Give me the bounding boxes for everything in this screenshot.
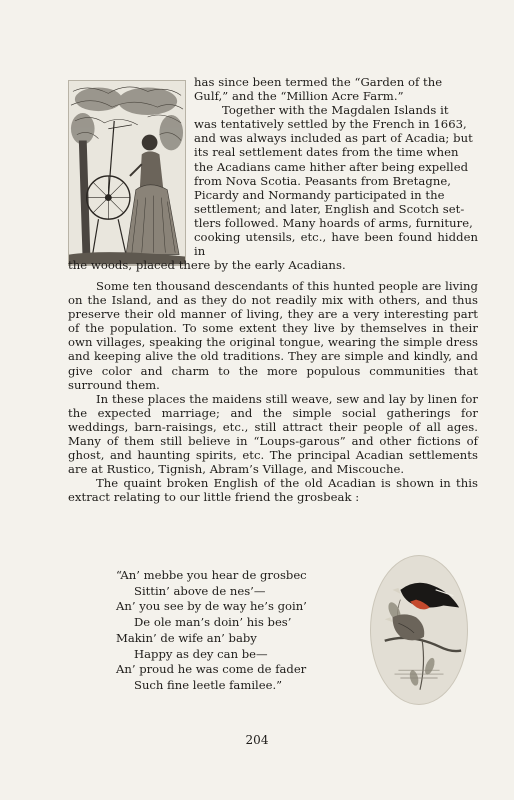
poem-line: Such fine leetle familee.”	[134, 677, 283, 692]
paragraph-broken-english: The quaint broken English of the old Acadian is shown in this extract relating to our little friend the grosbeak :	[68, 476, 478, 505]
intro-line-2: Gulf,” and the “Million Acre Farm.”	[194, 89, 404, 104]
poem-line: Sittin’ above de nes’—	[134, 583, 266, 598]
poem-line: Makin’ de wife an’ baby	[116, 630, 257, 645]
paragraph-1-line-5: the Acadians came hither after being expelled	[194, 159, 469, 174]
poem-line: An’ you see by de way he’s goin’	[116, 599, 307, 614]
paragraph-1-line-1: Together with the Magdalen Islands it	[222, 103, 449, 118]
paragraph-descendants: Some ten thousand descendants of this hunted people are living on the Island, and as they do not readily mix with others, and thus preserve their old manner of living, they are a very interesting part of the population. To some extent they live by themselves in their own villages, speaking the original tongue, wearing the simple dress and keeping alive the old traditions. They are simple and kindly, and give color and charm to the more populous communities that surround them.	[68, 279, 478, 392]
paragraph-1-line-3: and was always included as part of Acadia; but	[194, 131, 473, 146]
paragraph-1-line-8: settlement; and later, English and Scotch set-	[194, 201, 465, 216]
poem-line: Happy as dey can be—	[134, 646, 268, 661]
paragraph-1-line-9: tlers followed. Many hoards of arms, furniture,	[194, 215, 473, 230]
paragraph-maidens: In these places the maidens still weave, sew and lay by linen for the expected marriage; and the simple social gatherings for weddings, barn-raisings, etc., still attract their people of all ages. Many of them still believe in “Loups-garous” and other fictions of ghost, and haunting spirits, etc. The principal Acadian settlements are at Rustico, Tignish, Abram’s Village, and Miscouche.	[68, 391, 478, 477]
opening-paragraphs	[68, 75, 478, 272]
paragraph-1-line-6: from Nova Scotia. Peasants from Bretagne,	[194, 173, 451, 188]
paragraph-1-line-7: Picardy and Normandy participated in the	[194, 187, 445, 202]
intro-line-1: has since been termed the “Garden of the	[194, 75, 443, 89]
grosbeak-poem	[116, 568, 307, 694]
page-number: 204	[245, 733, 269, 747]
poem-line: “An’ mebbe you hear de grosbec	[116, 568, 307, 582]
paragraph-1-line-4: its real settlement dates from the time when	[194, 145, 459, 160]
paragraph-1-final-line: the woods, placed there by the early Acadians.	[68, 258, 346, 273]
poem-line: An’ proud he was come de fader	[116, 662, 307, 677]
grosbeak-bird-plate	[370, 555, 468, 705]
paragraph-1-line-2: was tentatively settled by the French in 1663,	[194, 117, 467, 132]
poem-line: De ole man’s doin’ his bes’	[134, 615, 292, 630]
body-paragraphs	[68, 279, 478, 505]
paragraph-1-line-10: cooking utensils, etc., have been found hidden in	[194, 230, 478, 259]
